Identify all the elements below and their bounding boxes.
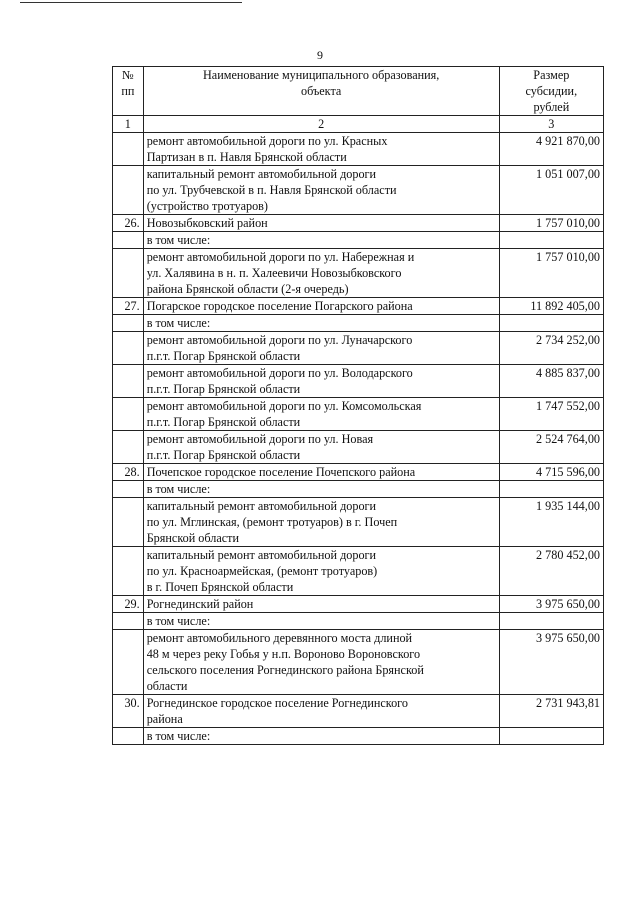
- row-name: капитальный ремонт автомобильной дороги по ул. Трубчевской в п. Навля Брянской области (устройство тротуаров): [143, 166, 499, 215]
- table-row: [113, 332, 604, 365]
- header-name: Наименование муниципального образования, объекта: [143, 67, 499, 116]
- row-number: [113, 232, 144, 249]
- row-number: [113, 498, 144, 547]
- row-amount: 2 780 452,00: [499, 547, 603, 596]
- row-number: [113, 332, 144, 365]
- row-name: в том числе:: [143, 481, 499, 498]
- row-number: [113, 315, 144, 332]
- table-row: [113, 596, 604, 613]
- row-number: [113, 398, 144, 431]
- row-number: 27.: [113, 298, 144, 315]
- row-number: 29.: [113, 596, 144, 613]
- row-number: 30.: [113, 695, 144, 728]
- table-row: [113, 547, 604, 596]
- row-name: ремонт автомобильной дороги по ул. Володарского п.г.т. Погар Брянской области: [143, 365, 499, 398]
- table-row: [113, 315, 604, 332]
- table-body: [113, 133, 604, 745]
- row-amount: [499, 613, 603, 630]
- row-number: [113, 431, 144, 464]
- table-row: [113, 249, 604, 298]
- row-amount: 4 885 837,00: [499, 365, 603, 398]
- table-row: [113, 695, 604, 728]
- row-number: [113, 365, 144, 398]
- row-name: ремонт автомобильного деревянного моста длиной 48 м через реку Гобья у н.п. Вороново Вороновского сельского поселения Рогнединского района Брянской области: [143, 630, 499, 695]
- row-number: [113, 249, 144, 298]
- row-number: 28.: [113, 464, 144, 481]
- row-name: в том числе:: [143, 728, 499, 745]
- row-name: капитальный ремонт автомобильной дороги по ул. Красноармейская, (ремонт тротуаров) в г. Почеп Брянской области: [143, 547, 499, 596]
- row-amount: 3 975 650,00: [499, 630, 603, 695]
- table-row: [113, 481, 604, 498]
- table-row: [113, 498, 604, 547]
- row-amount: [499, 232, 603, 249]
- row-amount: 1 747 552,00: [499, 398, 603, 431]
- row-number: [113, 613, 144, 630]
- row-amount: [499, 481, 603, 498]
- index-cell: 1: [113, 116, 144, 133]
- row-name: в том числе:: [143, 232, 499, 249]
- row-name: Погарское городское поселение Погарского района: [143, 298, 499, 315]
- row-name: в том числе:: [143, 613, 499, 630]
- table-row: [113, 298, 604, 315]
- row-number: [113, 728, 144, 745]
- top-rule-line: [20, 2, 242, 3]
- table-row: [113, 464, 604, 481]
- row-amount: [499, 315, 603, 332]
- row-number: [113, 481, 144, 498]
- subsidy-table: [112, 66, 604, 745]
- table-row: [113, 232, 604, 249]
- table-row: [113, 215, 604, 232]
- table-index-row: [113, 116, 604, 133]
- header-number: № пп: [113, 67, 144, 116]
- row-name: ремонт автомобильной дороги по ул. Набережная и ул. Халявина в н. п. Халеевичи Новозыбковского района Брянской области (2-я очередь): [143, 249, 499, 298]
- row-amount: 2 731 943,81: [499, 695, 603, 728]
- index-cell: 3: [499, 116, 603, 133]
- row-name: Новозыбковский район: [143, 215, 499, 232]
- header-amount: Размер субсидии, рублей: [499, 67, 603, 116]
- row-number: [113, 133, 144, 166]
- row-name: Рогнединский район: [143, 596, 499, 613]
- row-amount: 4 921 870,00: [499, 133, 603, 166]
- row-name: Рогнединское городское поселение Рогнединского района: [143, 695, 499, 728]
- table-row: [113, 728, 604, 745]
- table-row: [113, 365, 604, 398]
- row-amount: [499, 728, 603, 745]
- table-row: [113, 166, 604, 215]
- row-amount: 2 524 764,00: [499, 431, 603, 464]
- row-number: 26.: [113, 215, 144, 232]
- index-cell: 2: [143, 116, 499, 133]
- table-row: [113, 613, 604, 630]
- table-row: [113, 398, 604, 431]
- table-row: [113, 431, 604, 464]
- row-name: ремонт автомобильной дороги по ул. Красных Партизан в п. Навля Брянской области: [143, 133, 499, 166]
- row-amount: 3 975 650,00: [499, 596, 603, 613]
- row-amount: 11 892 405,00: [499, 298, 603, 315]
- row-name: капитальный ремонт автомобильной дороги по ул. Мглинская, (ремонт тротуаров) в г. Почеп Брянской области: [143, 498, 499, 547]
- page-number: 9: [317, 48, 323, 62]
- row-amount: 2 734 252,00: [499, 332, 603, 365]
- table-row: [113, 630, 604, 695]
- row-amount: 1 757 010,00: [499, 249, 603, 298]
- table-header-row: [113, 67, 604, 116]
- row-name: ремонт автомобильной дороги по ул. Комсомольская п.г.т. Погар Брянской области: [143, 398, 499, 431]
- row-name: в том числе:: [143, 315, 499, 332]
- row-amount: 1 757 010,00: [499, 215, 603, 232]
- row-name: Почепское городское поселение Почепского района: [143, 464, 499, 481]
- table-row: [113, 133, 604, 166]
- row-number: [113, 630, 144, 695]
- row-amount: 1 051 007,00: [499, 166, 603, 215]
- row-number: [113, 166, 144, 215]
- row-name: ремонт автомобильной дороги по ул. Луначарского п.г.т. Погар Брянской области: [143, 332, 499, 365]
- row-amount: 4 715 596,00: [499, 464, 603, 481]
- row-number: [113, 547, 144, 596]
- row-name: ремонт автомобильной дороги по ул. Новая п.г.т. Погар Брянской области: [143, 431, 499, 464]
- row-amount: 1 935 144,00: [499, 498, 603, 547]
